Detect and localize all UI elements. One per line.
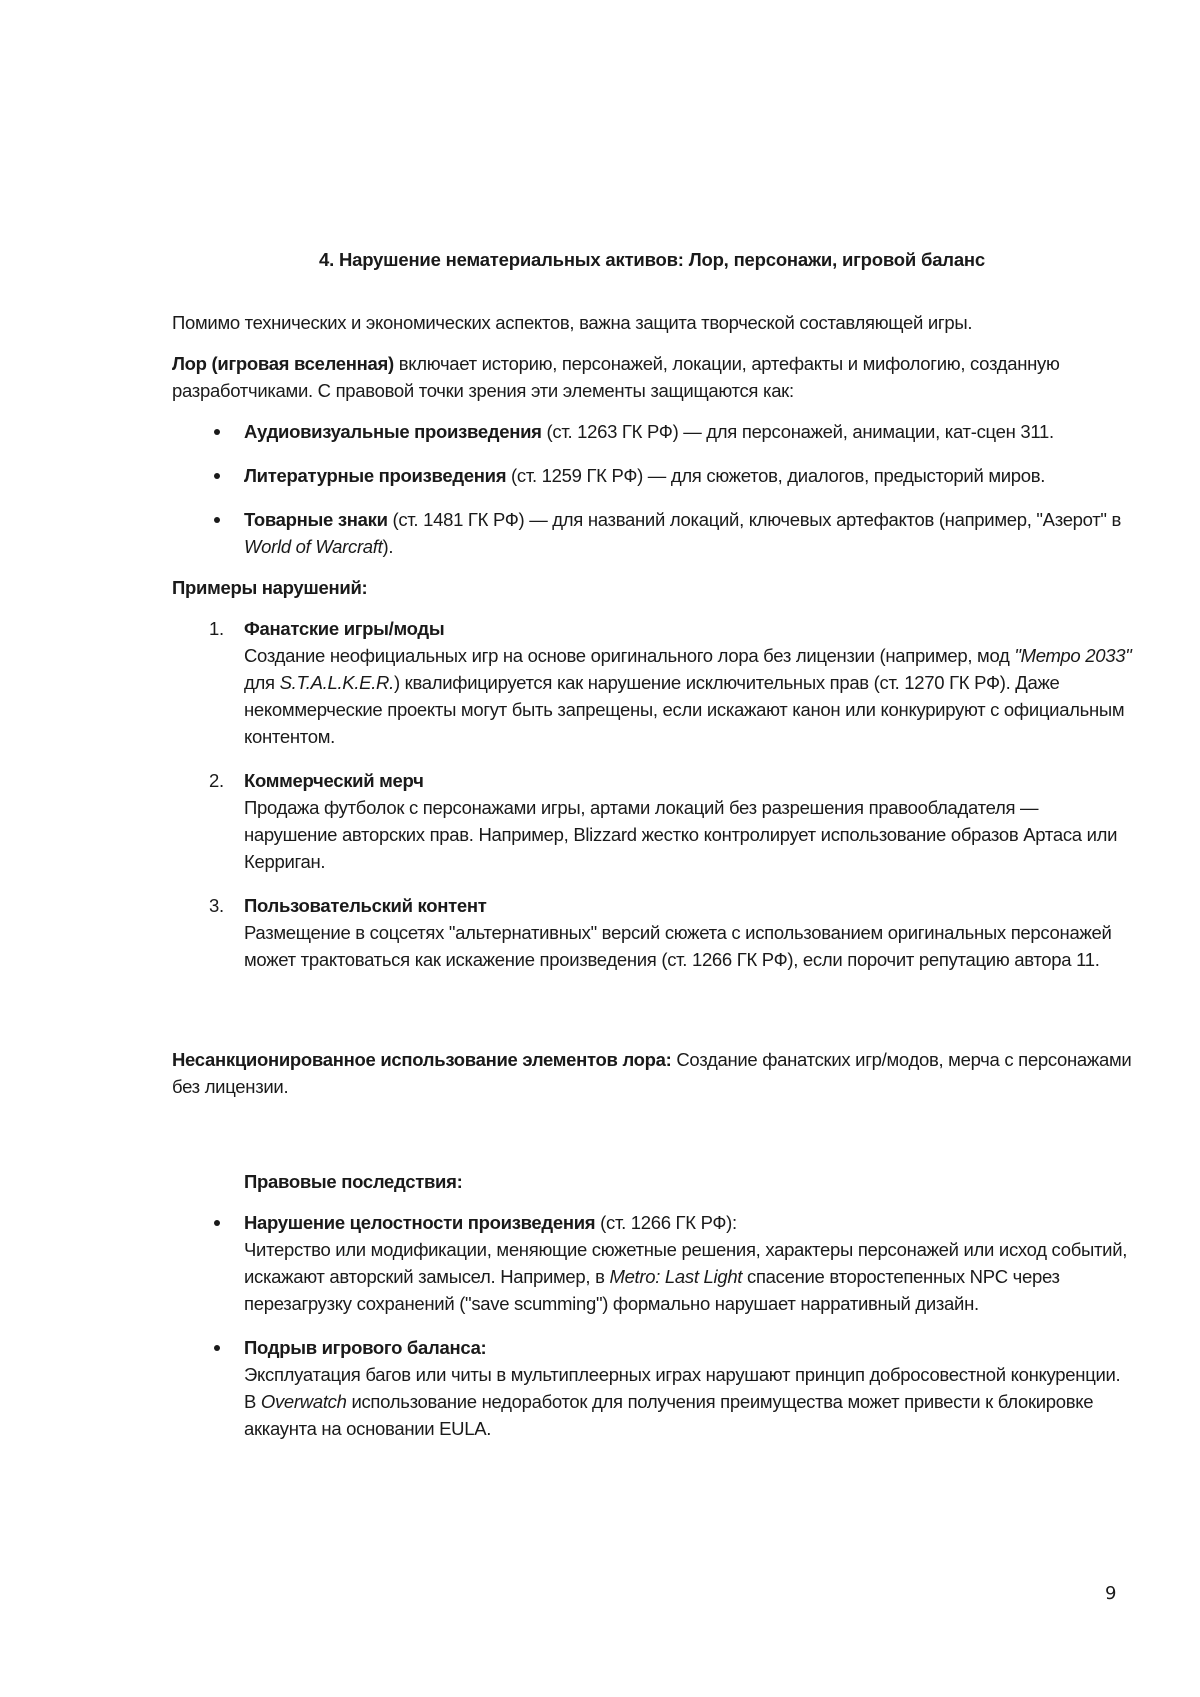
list-item: [172, 767, 1132, 875]
list-item: [172, 615, 1132, 750]
legal-text: использование недоработок для получения преимущества может привести к блокировке аккаунта на основании EULA.: [244, 1391, 1094, 1439]
game-title: "Метро 2033": [1014, 645, 1132, 666]
list-item: [172, 1334, 1132, 1442]
examples-heading: [172, 574, 1132, 601]
protection-text: (ст. 1263 ГК РФ) — для персонажей, анимации, кат-сцен 311.: [541, 421, 1054, 442]
legal-term: Подрыв игрового баланса:: [244, 1337, 487, 1358]
list-item: [172, 462, 1132, 489]
game-title: Metro: Last Light: [609, 1266, 743, 1287]
protection-text: (ст. 1259 ГК РФ) — для сюжетов, диалогов, предысторий миров.: [506, 465, 1046, 486]
protection-term: Товарные знаки: [244, 509, 388, 530]
list-item: [172, 1209, 1132, 1317]
legal-text: Читерство или модификации, меняющие сюжетные решения, характеры персонажей или исход событий, искажают авторский замысел. Например, в: [244, 1239, 1128, 1287]
example-title: Фанатские игры/моды: [244, 618, 445, 639]
game-title: World of Warcraft: [244, 536, 383, 557]
legal-text: Эксплуатация багов или читы в мультиплеерных играх нарушают принцип добросовестной конкуренции. В: [244, 1364, 1121, 1412]
item-number: 1.: [209, 618, 224, 639]
game-title: S.T.A.L.K.E.R.: [279, 672, 394, 693]
summary-term: Несанкционированное использование элементов лора:: [172, 1049, 672, 1070]
intro-paragraph: Помимо технических и экономических аспектов, важна защита творческой составляющей игры.: [172, 312, 973, 333]
example-text: Размещение в соцсетях "альтернативных" версий сюжета с использованием оригинальных персонажей может трактоваться как искажение произведения (ст. 1266 ГК РФ), если порочит репутацию автора 11.: [244, 922, 1112, 970]
examples-heading-text: Примеры нарушений:: [172, 577, 368, 598]
list-item: [172, 892, 1132, 973]
protection-term: Аудиовизуальные произведения: [244, 421, 542, 442]
protection-text-end: ).: [382, 536, 394, 557]
protection-list: [172, 418, 1132, 560]
legal-list: [172, 1209, 1132, 1442]
lore-term: Лор (игровая вселенная): [172, 353, 394, 374]
protection-term: Литературные произведения: [244, 465, 507, 486]
examples-list: [172, 615, 1132, 973]
lore-text: включает историю, персонажей, локации, артефакты и мифологию, созданную разработчиками. С правовой точки зрения эти элементы защищаются как:: [172, 353, 1060, 401]
legal-text: спасение второстепенных NPC через перезагрузку сохранений ("save scumming") формально нарушает нарративный дизайн.: [244, 1266, 1060, 1314]
protection-text: (ст. 1481 ГК РФ) — для названий локаций, ключевых артефактов (например, "Азерот" в: [387, 509, 1122, 530]
item-number: 3.: [209, 895, 224, 916]
legal-heading-text: Правовые последствия:: [244, 1171, 463, 1192]
summary-text: Создание фанатских игр/модов, мерча с персонажами без лицензии.: [172, 1049, 1132, 1097]
section-heading: 4. Нарушение нематериальных активов: Лор, персонажи, игровой баланс: [318, 249, 985, 270]
spacer: [172, 990, 1132, 1046]
item-number: 2.: [209, 770, 224, 791]
list-item: [172, 506, 1132, 560]
lore-paragraph: [172, 350, 1132, 404]
example-text: для: [244, 672, 280, 693]
legal-term: Нарушение целостности произведения: [244, 1212, 596, 1233]
game-title: Overwatch: [260, 1391, 347, 1412]
example-text: Создание неофициальных игр на основе оригинального лора без лицензии (например, мод: [244, 645, 1015, 666]
summary-paragraph: [172, 1046, 1132, 1100]
legal-heading: [172, 1168, 1132, 1195]
page-number: 9: [1105, 1583, 1117, 1604]
example-title: Коммерческий мерч: [244, 770, 424, 791]
example-title: Пользовательский контент: [244, 895, 487, 916]
example-text: Продажа футболок с персонажами игры, артами локаций без разрешения правообладателя — нарушение авторских прав. Например, Blizzard жестко контролирует использование образов Артаса или Керриган.: [244, 797, 1118, 872]
list-item: [172, 418, 1132, 445]
page-content: [172, 246, 1132, 1459]
legal-ref: (ст. 1266 ГК РФ):: [595, 1212, 737, 1233]
spacer: [172, 1114, 1132, 1168]
example-text: ) квалифицируется как нарушение исключительных прав (ст. 1270 ГК РФ). Даже некоммерческие проекты могут быть запрещены, если искажают канон или конкурируют с официальным контентом.: [244, 672, 1125, 747]
